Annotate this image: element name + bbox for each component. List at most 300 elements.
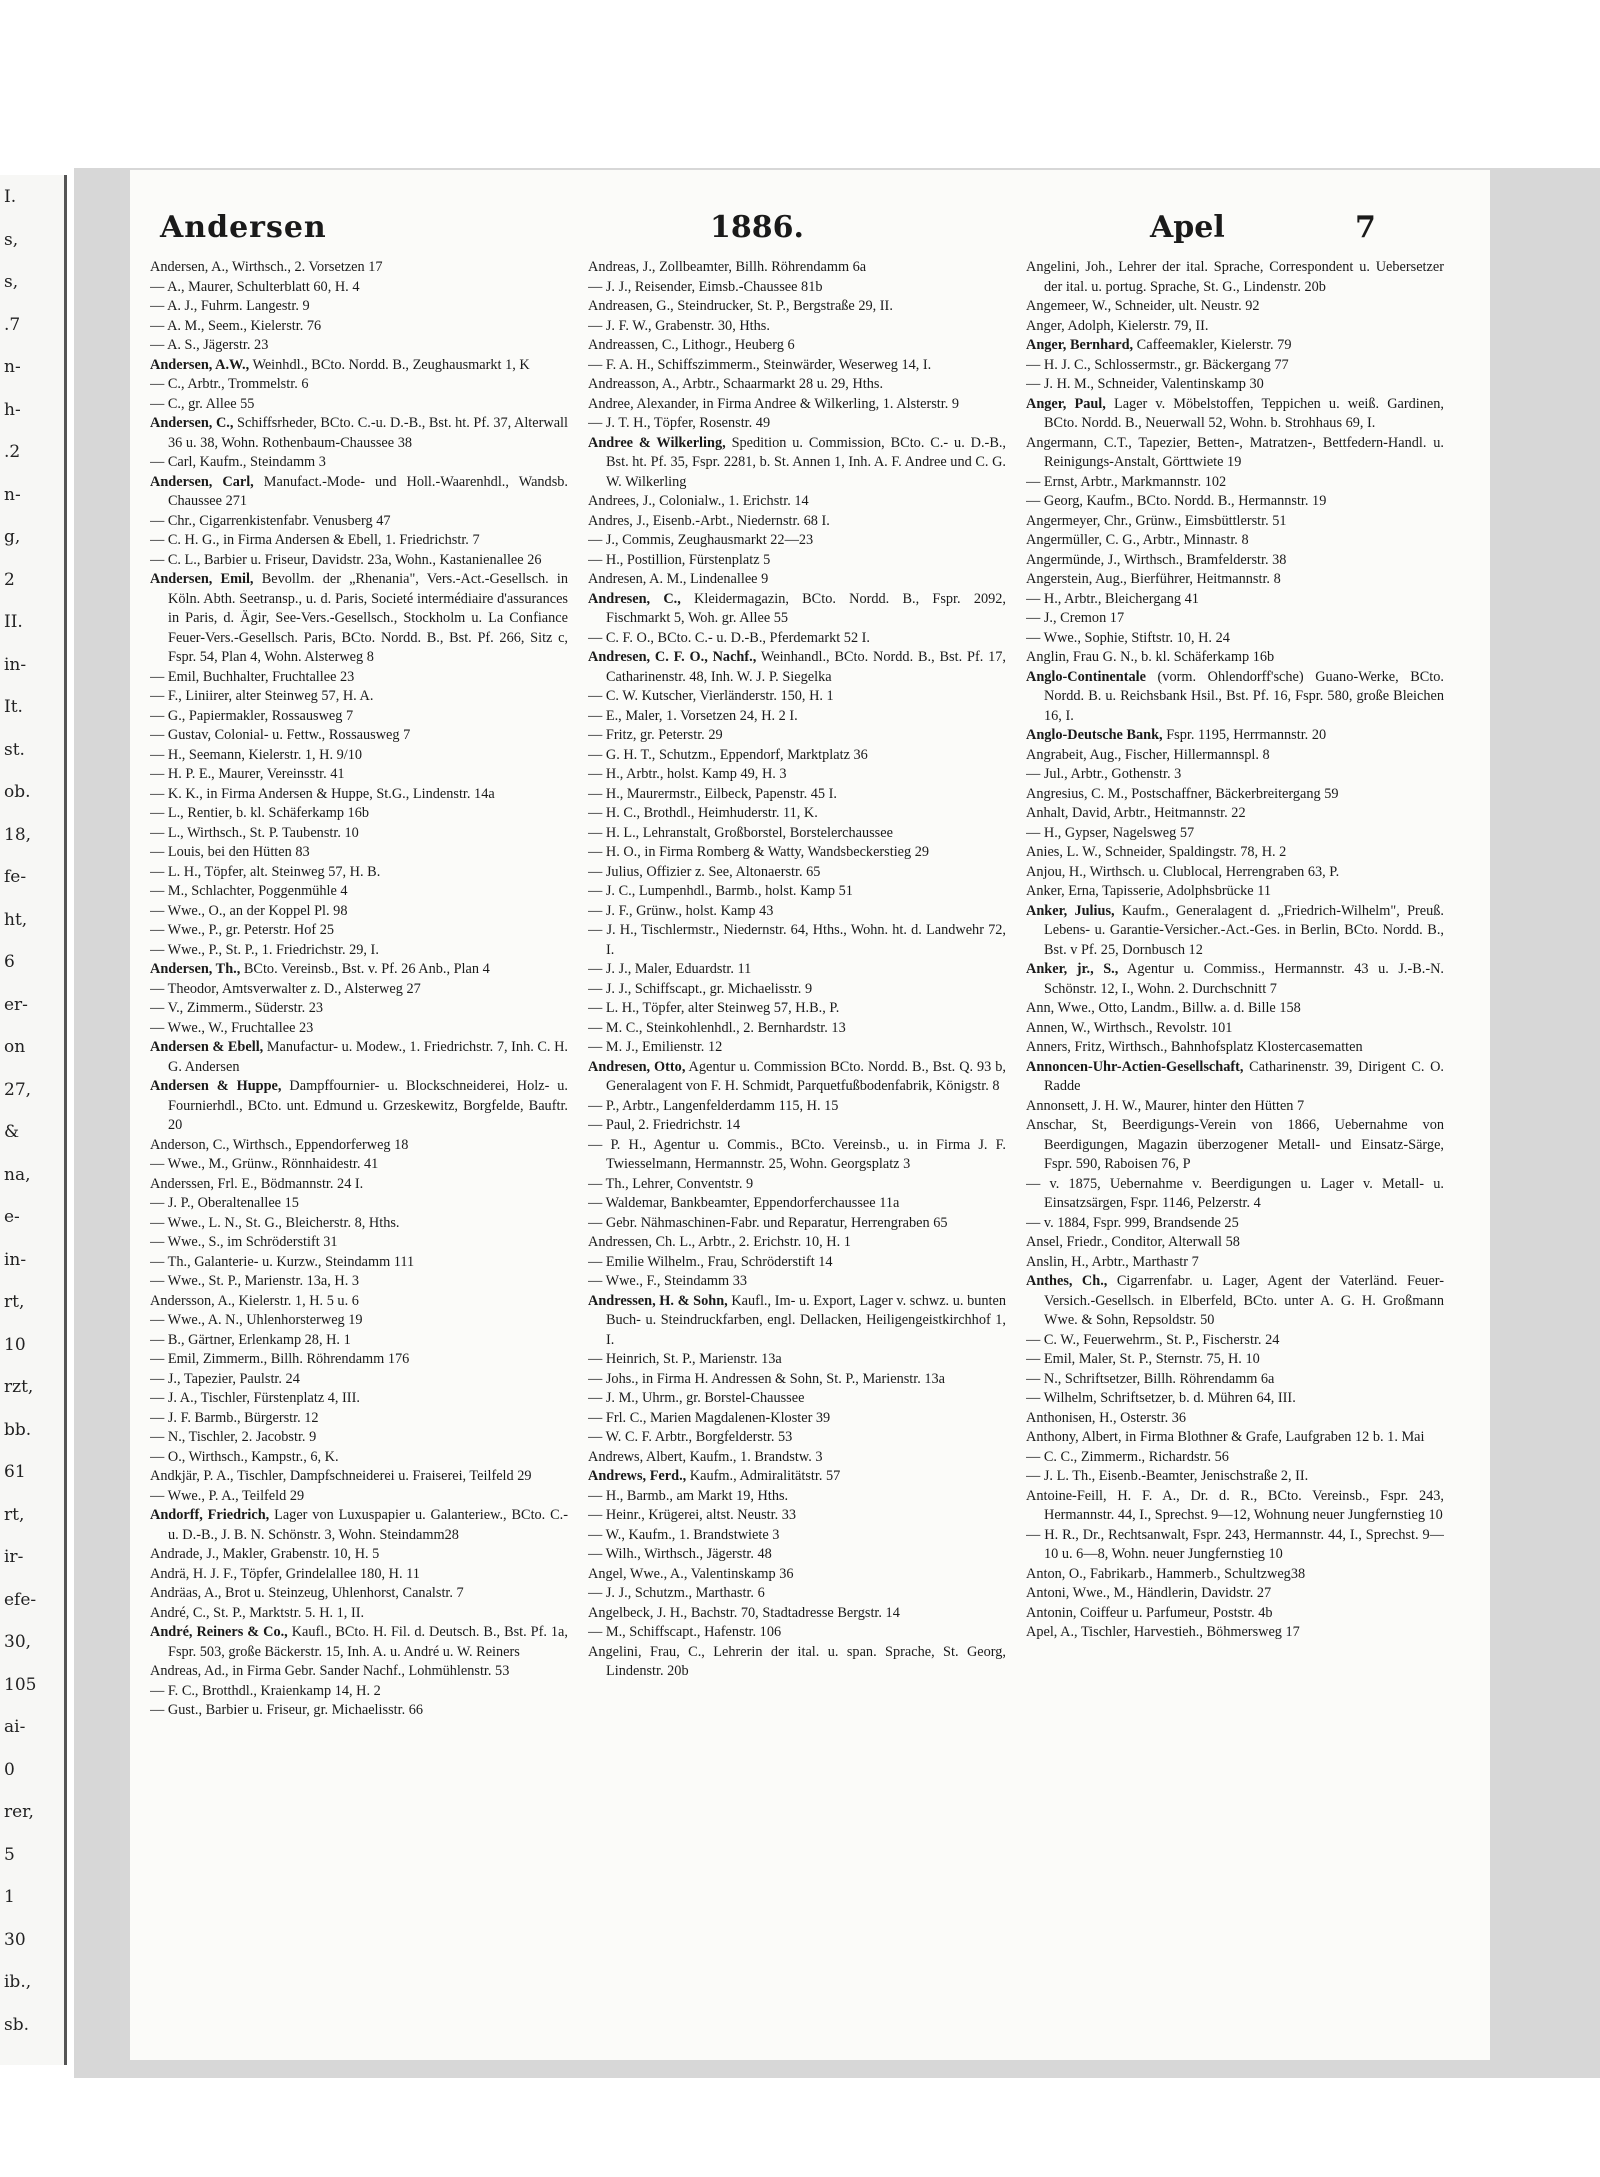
entry-text: — H. O., in Firma Romberg & Watty, Wandsbeckerstieg 29 [588,844,930,860]
directory-entry [150,941,568,961]
directory-entry [1026,1487,1444,1526]
entry-text: Andresen, A. M., Lindenallee 9 [588,571,769,587]
entry-name-bold: Anthes, Ch., [1026,1273,1108,1289]
directory-entry [588,590,1006,629]
directory-entry [1026,473,1444,493]
directory-entry [1026,1526,1444,1565]
directory-entry [588,1350,1006,1370]
entry-text: — Wilhelm, Schriftsetzer, b. d. Mühren 64, III. [1026,1390,1296,1406]
directory-entry [150,1370,568,1390]
previous-page-fragment: 1 [4,1887,15,1907]
entry-text: Andree, Alexander, in Firma Andree & Wilkerling, 1. Alsterstr. 9 [588,395,960,412]
previous-page-fragment: ob. [4,782,31,802]
directory-entry [1026,1116,1444,1175]
entry-text: — C. W. Kutscher, Vierländerstr. 150, H. 1 [588,688,834,704]
entry-text: — L., Wirthsch., St. P. Taubenstr. 10 [150,824,359,841]
previous-page-fragment: 10 [4,1334,26,1355]
previous-page-fragment: ir- [4,1547,24,1567]
directory-entry [150,765,568,785]
previous-page-fragment: 105 [4,1674,37,1695]
directory-entry [1026,1584,1444,1604]
entry-text: — F. A. H., Schiffszimmerm., Steinwärder, Weserweg 14, I. [588,356,932,373]
entry-text: Anthony, Albert, in Firma Blothner & Grafe, Laufgraben 12 b. 1. Mai [1026,1429,1425,1445]
entry-text: — M. J., Emilienstr. 12 [588,1039,723,1055]
directory-entry [1026,1097,1444,1117]
header-year: 1886. [710,210,804,245]
directory-entry [150,570,568,668]
entry-name-bold: Anker, Julius, [1026,902,1115,919]
directory-entry [1026,804,1444,824]
previous-page-fragment: 18, [4,824,32,845]
entry-text: — Wwe., P., St. P., 1. Friedrichstr. 29, I. [150,941,379,958]
entry-text: Agentur u. Commission BCto. Nordd. B., Bst. Q. 93 b, Generalagent von F. H. Schmidt, Parquetfußbodenfabrik, Königstr. 8 [606,1058,1006,1094]
entry-text: BCto. Vereinsb., Bst. v. Pf. 26 Anb., Plan 4 [240,961,490,977]
directory-entry [588,1448,1006,1468]
entry-text: — J. H., Tischlermstr., Niedernstr. 64, Hths., Wohn. ht. d. Landwehr 72, I. [588,922,1006,958]
entry-text: — H., Maurermstr., Eilbeck, Papenstr. 45 I. [588,785,837,802]
directory-entry [1026,726,1444,746]
entry-text: — J. P., Oberaltenallee 15 [150,1195,299,1211]
entry-text: Andreassen, C., Lithogr., Heuberg 6 [588,337,795,353]
directory-entry [1026,1389,1444,1409]
directory-entry [150,804,568,824]
directory-entry [1026,336,1444,356]
directory-entry [150,726,568,746]
directory-entry [588,707,1006,727]
directory-entry [1026,1253,1444,1273]
entry-text: Angermeyer, Chr., Grünw., Eimsbüttlerstr. 51 [1026,512,1287,529]
directory-entry [150,1292,568,1312]
directory-entry [588,1623,1006,1643]
directory-entry [1026,570,1444,590]
directory-entry [150,1487,568,1507]
entry-text: — J. J., Maler, Eduardstr. 11 [588,961,752,977]
directory-entry [588,551,1006,571]
directory-entry [588,1604,1006,1624]
directory-entry [150,1019,568,1039]
entry-text: Andres, J., Eisenb.-Arbt., Niedernstr. 68 I. [588,512,830,529]
directory-entry [588,921,1006,960]
directory-entry [1026,1370,1444,1390]
entry-text: — P., Arbtr., Langenfelderdamm 115, H. 15 [588,1097,839,1114]
directory-entry [588,1584,1006,1604]
directory-entry [150,1272,568,1292]
entry-text: Angelbeck, J. H., Bachstr. 70, Stadtadresse Bergstr. 14 [588,1604,900,1621]
directory-entry [588,1272,1006,1292]
entry-text: — Paul, 2. Friedrichstr. 14 [588,1117,741,1133]
entry-text: — v. 1875, Uebernahme v. Beerdigungen u. Lager v. Metall- u. Einsatzsärgen, Fspr. 1146, Pelzerstr. 4 [1026,1175,1444,1211]
entry-text: — Wwe., S., im Schröderstift 31 [150,1234,338,1250]
directory-entry [150,902,568,922]
entry-text: — L. H., Töpfer, alter Steinweg 57, H.B., P. [588,1000,840,1016]
directory-entry [588,1097,1006,1117]
entry-name-bold: Andresen, C., [588,590,681,607]
previous-page-fragment: rer, [4,1802,34,1822]
directory-entry [150,297,568,317]
directory-entry [1026,1623,1444,1643]
entry-text: — O., Wirthsch., Kampstr., 6, K. [150,1448,339,1465]
previous-page-fragment: rt, [4,1504,25,1525]
directory-entry [588,1506,1006,1526]
directory-entry [1026,375,1444,395]
entry-text: — Emil, Maler, St. P., Sternstr. 75, H. 10 [1026,1351,1260,1367]
directory-entry [1026,746,1444,766]
directory-entry [1026,609,1444,629]
directory-entry [588,804,1006,824]
previous-page-fragment: 5 [4,1844,15,1865]
directory-entry [588,1214,1006,1234]
directory-entry [150,1077,568,1136]
entry-name-bold: Anker, jr., S., [1026,961,1119,977]
entry-text: Dampffournier- u. Blockschneiderei, Holz- u. Fournierhdl., BCto. unt. Edmund u. Grzeskewitz, Borgfelde, Bauftr. 20 [168,1078,568,1133]
column-3 [1026,258,1444,2053]
entry-text: Andrä, H. J. F., Töpfer, Grindelallee 180, H. 11 [150,1565,420,1582]
entry-text: — J. F. W., Grabenstr. 30, Hths. [588,317,770,334]
previous-page-fragment: It. [4,697,23,717]
directory-entry [1026,1448,1444,1468]
directory-entry [150,395,568,415]
previous-page-fragment: n- [4,357,21,377]
entry-text: — Wwe., P. A., Teilfeld 29 [150,1487,305,1504]
directory-entry [588,1467,1006,1487]
directory-entry [150,1409,568,1429]
directory-entry [588,999,1006,1019]
directory-entry [588,1194,1006,1214]
directory-entry [150,336,568,356]
directory-entry [150,1311,568,1331]
entry-text: — Wwe., L. N., St. G., Bleicherstr. 8, Hths. [150,1214,400,1231]
directory-entry [1026,999,1444,1019]
entry-text: — Wwe., P., gr. Peterstr. Hof 25 [150,922,334,938]
previous-page-fragment: II. [4,612,23,632]
entry-text: — Wwe., O., an der Koppel Pl. 98 [150,902,348,919]
entry-text: Angermüller, C. G., Arbtr., Minnastr. 8 [1026,532,1249,548]
directory-entry [150,960,568,980]
entry-text: Andräas, A., Brot u. Steinzeug, Uhlenhorst, Canalstr. 7 [150,1585,464,1601]
entry-text: Andreasen, G., Steindrucker, St. P., Bergstraße 29, II. [588,298,893,314]
directory-entry [150,1565,568,1585]
directory-entry [588,863,1006,883]
directory-entry [588,980,1006,1000]
directory-entry [1026,843,1444,863]
previous-page-fragment: 27, [4,1079,32,1100]
entry-text: — J. J., Reisender, Eimsb.-Chaussee 81b [588,278,823,295]
entry-text: Cigarrenfabr. u. Lager, Agent der Vaterländ. Feuer-Versich.-Gesellsch. in Elberfeld, BCto. unter A. G. H. Großmann Wwe. & Sohn, Repsoldstr. 50 [1044,1273,1444,1328]
entry-text: Andrade, J., Makler, Grabenstr. 10, H. 5 [150,1546,380,1562]
directory-entry [150,921,568,941]
entry-text: Antonin, Coiffeur u. Parfumeur, Poststr. 4b [1026,1604,1273,1621]
entry-text: Schiffsrheder, BCto. C.-u. D.-B., Bst. ht. Pf. 37, Alterwall 36 u. 38, Wohn. Rothenbaum-Chaussee 38 [168,415,568,451]
entry-text: — H., Postillion, Fürstenplatz 5 [588,551,771,568]
previous-page-fragment: na, [4,1164,31,1185]
entry-text: — A. J., Fuhrm. Langestr. 9 [150,298,310,314]
entry-text: — E., Maler, 1. Vorsetzen 24, H. 2 I. [588,707,798,724]
entry-text: Anderssen, Frl. E., Bödmannstr. 24 I. [150,1175,364,1192]
previous-page-fragment: 61 [4,1462,26,1482]
entry-text: — C. H. G., in Firma Andersen & Ebell, 1. Friedrichstr. 7 [150,532,480,548]
directory-entry [1026,902,1444,961]
directory-entry [150,1136,568,1156]
directory-entry [1026,317,1444,337]
directory-entry [588,395,1006,415]
entry-text: Kaufm., Admiralitätstr. 57 [686,1468,841,1484]
entry-text: Angelini, Joh., Lehrer der ital. Sprache, Correspondent u. Uebersetzer der ital. u. portug. Sprache, St. G., Lindenstr. 20b [1026,259,1444,295]
directory-entry [150,1682,568,1702]
entry-text: Anderson, C., Wirthsch., Eppendorferweg 18 [150,1136,409,1153]
previous-page-fragment: in- [4,1249,27,1270]
previous-page-fragment: & [4,1122,20,1142]
directory-entry [588,375,1006,395]
directory-entry [150,356,568,376]
previous-page-fragment: n- [4,484,21,505]
directory-entry [588,1019,1006,1039]
previous-page-fragment: rzt, [4,1377,34,1397]
entry-text: — Heinrich, St. P., Marienstr. 13a [588,1351,782,1367]
directory-entry [588,726,1006,746]
directory-entry [588,492,1006,512]
entry-text: — M., Schlachter, Poggenmühle 4 [150,883,348,899]
directory-entry [588,512,1006,532]
directory-entry [150,1448,568,1468]
directory-entry [588,1545,1006,1565]
entry-text: — F. C., Brotthdl., Kraienkamp 14, H. 2 [150,1682,381,1699]
directory-entry [588,1058,1006,1097]
entry-text: Annonsett, J. H. W., Maurer, hinter den Hütten 7 [1026,1097,1305,1114]
entry-text: Andreasson, A., Arbtr., Schaarmarkt 28 u. 29, Hths. [588,376,884,392]
directory-entry [588,434,1006,493]
entry-text: — H. C., Brothdl., Heimhuderstr. 11, K. [588,805,818,821]
entry-text: André, C., St. P., Marktstr. 5. H. 1, II. [150,1604,365,1621]
previous-page-edge [0,175,64,2065]
directory-entry [150,1623,568,1662]
entry-text: — G., Papiermakler, Rossausweg 7 [150,707,354,724]
previous-page-fragment: 30, [4,1632,32,1652]
entry-text: — Frl. C., Marien Magdalenen-Kloster 39 [588,1409,831,1426]
directory-entry [150,531,568,551]
entry-text: Angermann, C.T., Tapezier, Betten-, Matratzen-, Bettfedern-Handl. u. Reinigungs-Anstalt, Görttwiete 19 [1026,434,1444,470]
directory-entry [1026,960,1444,999]
entry-text: Anners, Fritz, Wirthsch., Bahnhofsplatz Klostercasematten [1026,1039,1363,1055]
directory-entry [588,765,1006,785]
entry-text: Annen, W., Wirthsch., Revolstr. 101 [1026,1019,1233,1036]
directory-entry [1026,356,1444,376]
entry-name-bold: Anger, Paul, [1026,395,1106,412]
entry-text: — H. P. E., Maurer, Vereinsstr. 41 [150,766,345,782]
entry-text: Anger, Adolph, Kielerstr. 79, II. [1026,317,1209,334]
entry-text: — A., Maurer, Schulterblatt 60, H. 4 [150,278,360,295]
previous-page-fragment: 30 [4,1929,26,1950]
entry-text: Weinhdl., BCto. Nordd. B., Zeughausmarkt 1, K [249,356,530,373]
entry-text: Lager v. Möbelstoffen, Teppichen u. weiß. Gardinen, BCto. Nordd. B., Neuerwall 52, Wohn. b. Strohhaus 69, I. [1044,395,1444,431]
entry-text: Lager von Luxuspapier u. Galanteriew., BCto. C.- u. D.-B., J. B. N. Schönstr. 3, Wohn. Steindamm28 [168,1507,568,1543]
directory-entry [150,1331,568,1351]
entry-text: — C. L., Barbier u. Friseur, Davidstr. 23a, Wohn., Kastanienallee 26 [150,551,542,568]
entry-name-bold: Andersen, Emil, [150,571,254,587]
directory-entry [1026,824,1444,844]
directory-entry [1026,258,1444,297]
entry-name-bold: Andresen, Otto, [588,1058,686,1075]
directory-entry [1026,1331,1444,1351]
previous-page-fragment: bb. [4,1419,32,1440]
directory-entry [150,1467,568,1487]
entry-text: — H., Arbtr., holst. Kamp 49, H. 3 [588,766,787,782]
directory-entry [1026,590,1444,610]
directory-entry [150,785,568,805]
entry-text: Ansel, Friedr., Conditor, Alterwall 58 [1026,1234,1240,1250]
entry-text: — J. J., Schutzm., Marthastr. 6 [588,1585,765,1601]
entry-text: Kaufl., BCto. H. Fil. d. Deutsch. B., Bst. Pf. 1a, Fspr. 503, große Bäckerstr. 15, Inh. A. u. André u. W. Reiners [168,1624,568,1660]
entry-text: Angrabeit, Aug., Fischer, Hillermannspl. 8 [1026,746,1270,763]
previous-page-fragment: h- [4,399,21,420]
entry-text: — Chr., Cigarrenkistenfabr. Venusberg 47 [150,512,391,529]
entry-text: — A. M., Seem., Kielerstr. 76 [150,317,322,334]
directory-entry [588,629,1006,649]
directory-entry [1026,629,1444,649]
entry-name-bold: Andree & Wilkerling, [588,434,726,451]
previous-page-fragment: ht, [4,909,28,930]
entry-text: — Louis, bei den Hütten 83 [150,844,310,860]
entry-text: — H., Gypser, Nagelsweg 57 [1026,824,1195,841]
previous-page-fragment: in- [4,654,27,675]
entry-text: — Wwe., Sophie, Stiftstr. 10, H. 24 [1026,629,1230,646]
entry-text: — M., Schiffscapt., Hafenstr. 106 [588,1624,782,1640]
entry-text: — Gebr. Nähmaschinen-Fabr. und Reparatur, Herrengraben 65 [588,1214,948,1231]
entry-text: — Gust., Barbier u. Friseur, gr. Michaelisstr. 66 [150,1702,424,1718]
directory-entry [1026,863,1444,883]
directory-entry [588,356,1006,376]
entry-text: — Th., Galanterie- u. Kurzw., Steindamm 111 [150,1253,415,1270]
entry-text: Andrees, J., Colonialw., 1. Erichstr. 14 [588,493,809,509]
entry-text: — H. L., Lehranstalt, Großborstel, Borstelerchaussee [588,824,893,841]
directory-entry [1026,765,1444,785]
directory-entry [150,512,568,532]
entry-text: — Carl, Kaufm., Steindamm 3 [150,454,326,470]
directory-entry [150,473,568,512]
directory-entry [150,824,568,844]
directory-entry [150,1253,568,1273]
entry-text: — J., Commis, Zeughausmarkt 22—23 [588,532,814,548]
previous-page-fragment: on [4,1037,26,1057]
entry-text: Manufactur- u. Modew., 1. Friedrichstr. 7, Inh. C. H. G. Andersen [168,1039,568,1075]
directory-entry [588,1116,1006,1136]
directory-entry [1026,648,1444,668]
entry-text: (vorm. Ohlendorff'sche) Guano-Werke, BCto. Nordd. B. u. Reichsbank Hsil., Bst. Pf. 16, Fspr. 580, große Bleichen 16, I. [1044,668,1444,724]
entry-name-bold: Andersen, C., [150,415,234,431]
directory-entry [150,687,568,707]
directory-entry [1026,1565,1444,1585]
directory-entry [1026,1233,1444,1253]
header-last-entry: Apel [1150,210,1225,245]
previous-page-fragment: fe- [4,867,27,887]
previous-page-fragment: ib., [4,1972,32,1992]
previous-page-fragment: efe- [4,1589,37,1610]
directory-entry [1026,1428,1444,1448]
directory-entry [588,1428,1006,1448]
entry-text: Kaufl., Im- u. Export, Lager v. schwz. u. bunten Buch- u. Steindruckfarben, engl. Dellacken, Heiligengeistkirchhof 1, I. [606,1292,1006,1348]
directory-columns [150,258,1470,2053]
entry-text: — A. S., Jägerstr. 23 [150,337,269,353]
entry-text: — K. K., in Firma Andersen & Huppe, St.G., Lindenstr. 14a [150,785,495,802]
entry-name-bold: Anglo-Continentale [1026,668,1146,685]
directory-entry [150,258,568,278]
entry-text: Anton, O., Fabrikarb., Hammerb., Schultzweg38 [1026,1565,1306,1582]
directory-entry [1026,512,1444,532]
directory-entry [1026,1604,1444,1624]
directory-entry [588,882,1006,902]
directory-entry [588,297,1006,317]
directory-entry [588,824,1006,844]
directory-entry [150,1389,568,1409]
entry-name-bold: Andrews, Ferd., [588,1468,687,1484]
entry-name-bold: André, Reiners & Co., [150,1624,288,1640]
entry-text: Bevollm. der „Rhenania", Vers.-Act.-Gesellsch. in Köln. Abth. Seetransp., u. d. Paris, Societé intermédiaire d'assurances in Paris, d. Ägir, See-Vers.-Gesellsch., Stockholm u. La Confiance Feuer-Vers.-Gesellsch. Paris, BCto. Nordd. B., Bst. Pf. 266, Sitz c, Fspr. 54, Plan 4, Wohn. Alsterweg 8 [168,571,568,665]
directory-entry [588,1526,1006,1546]
entry-text: — J., Tapezier, Paulstr. 24 [150,1370,300,1387]
entry-text: — V., Zimmerm., Süderstr. 23 [150,1000,324,1016]
directory-entry [588,1253,1006,1273]
previous-page-fragment: s, [4,272,19,292]
directory-page [130,170,1490,2060]
entry-text: — Wwe., F., Steindamm 33 [588,1273,748,1289]
entry-text: Anthonisen, H., Osterstr. 36 [1026,1409,1187,1426]
entry-text: — Emil, Buchhalter, Fruchtallee 23 [150,668,355,685]
entry-text: Andreas, Ad., in Firma Gebr. Sander Nachf., Lohmühlenstr. 53 [150,1663,510,1679]
entry-text: — Fritz, gr. Peterstr. 29 [588,727,723,743]
entry-text: — J. M., Uhrm., gr. Borstel-Chaussee [588,1390,805,1406]
entry-text: — H. J. C., Schlossermstr., gr. Bäckergang 77 [1026,356,1289,373]
directory-entry [1026,1038,1444,1058]
directory-entry [150,1155,568,1175]
directory-entry [1026,1409,1444,1429]
running-header [150,210,1470,254]
previous-page-fragment: st. [4,739,25,760]
entry-text: Apel, A., Tischler, Harvestieh., Böhmersweg 17 [1026,1624,1300,1640]
directory-entry [588,1175,1006,1195]
entry-text: — Wwe., M., Grünw., Rönnhaidestr. 41 [150,1156,379,1172]
directory-entry [1026,1350,1444,1370]
directory-entry [150,1194,568,1214]
entry-text: — J. F. Barmb., Bürgerstr. 12 [150,1409,319,1426]
directory-entry [150,999,568,1019]
entry-text: — Emilie Wilhelm., Frau, Schröderstift 14 [588,1253,833,1270]
entry-text: — B., Gärtner, Erlenkamp 28, H. 1 [150,1331,351,1348]
directory-entry [150,746,568,766]
directory-entry [150,1662,568,1682]
directory-entry [588,1409,1006,1429]
entry-text: — C. W., Feuerwehrm., St. P., Fischerstr. 24 [1026,1331,1280,1348]
entry-text: — C., Arbtr., Trommelstr. 6 [150,376,309,392]
entry-text: Angelini, Frau, C., Lehrerin der ital. u. span. Sprache, St. Georg, Lindenstr. 20b [588,1643,1006,1679]
directory-entry [150,707,568,727]
entry-text: Caffeemakler, Kielerstr. 79 [1133,337,1292,353]
previous-page-fragment: I. [4,187,17,207]
entry-text: Anies, L. W., Schneider, Spaldingstr. 78, H. 2 [1026,844,1287,860]
directory-entry [588,960,1006,980]
entry-text: — J. H. M., Schneider, Valentinskamp 30 [1026,376,1264,392]
entry-text: — Theodor, Amtsverwalter z. D., Alsterweg 27 [150,980,421,997]
entry-text: — L. H., Töpfer, alt. Steinweg 57, H. B. [150,863,381,880]
entry-text: — Wilh., Wirthsch., Jägerstr. 48 [588,1546,772,1562]
entry-name-bold: Andressen, H. & Sohn, [588,1292,728,1309]
entry-text: Andreas, J., Zollbeamter, Billh. Röhrendamm 6a [588,259,867,275]
previous-page-fragment: rt, [4,1292,25,1312]
directory-entry [1026,531,1444,551]
entry-text: Anker, Erna, Tapisserie, Adolphsbrücke 11 [1026,883,1271,899]
directory-entry [150,375,568,395]
directory-entry [588,687,1006,707]
previous-page-fragment: g, [4,527,21,547]
entry-text: — J. A., Tischler, Fürstenplatz 4, III. [150,1390,360,1406]
